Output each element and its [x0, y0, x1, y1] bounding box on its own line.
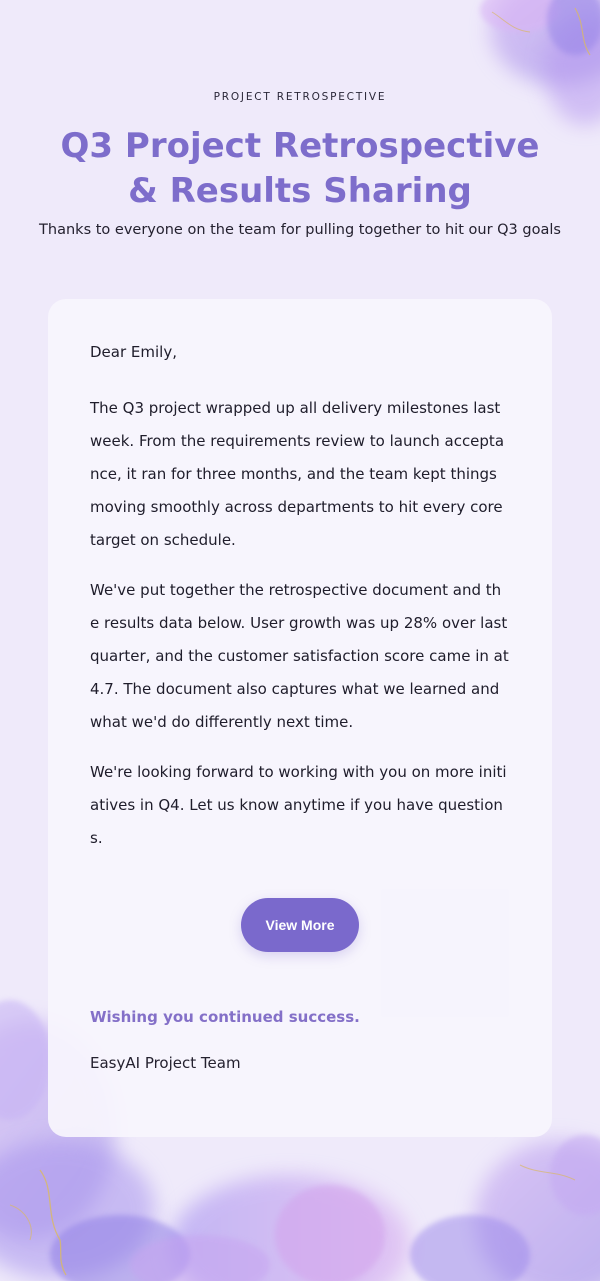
bottom-right-watercolor: [410, 1135, 600, 1281]
bottom-center-watercolor: [130, 1175, 410, 1281]
closing-line: Wishing you continued success.: [90, 1008, 360, 1026]
view-more-button[interactable]: View More: [241, 898, 359, 952]
eyebrow-label: PROJECT RETROSPECTIVE: [213, 91, 387, 103]
page-title: Q3 Project Retrospective & Results Sharing: [60, 126, 540, 211]
cta-container: [48, 898, 552, 952]
page-subtitle: Thanks to everyone on the team for pulling together to hit our Q3 goals: [39, 222, 561, 238]
body-paragraph: We've put together the retrospective document and the results data below. User growth was up 28% over last quarter, and the customer satisfaction score came in at 4.7. The document also captures what we learned and what we'd do differently next time.: [90, 581, 509, 731]
email-body: [90, 335, 510, 872]
greeting: Dear Emily,: [90, 343, 177, 361]
top-right-watercolor: [480, 0, 600, 125]
email-card: [48, 299, 552, 1137]
body-paragraph: We're looking forward to working with you on more initiatives in Q4. Let us know anytime if you have questions.: [90, 763, 507, 847]
signature: EasyAI Project Team: [90, 1054, 241, 1072]
body-paragraph: The Q3 project wrapped up all delivery milestones last week. From the requirements review to launch acceptance, it ran for three months, and the team kept things moving smoothly across departments to hit every core target on schedule.: [90, 399, 505, 549]
